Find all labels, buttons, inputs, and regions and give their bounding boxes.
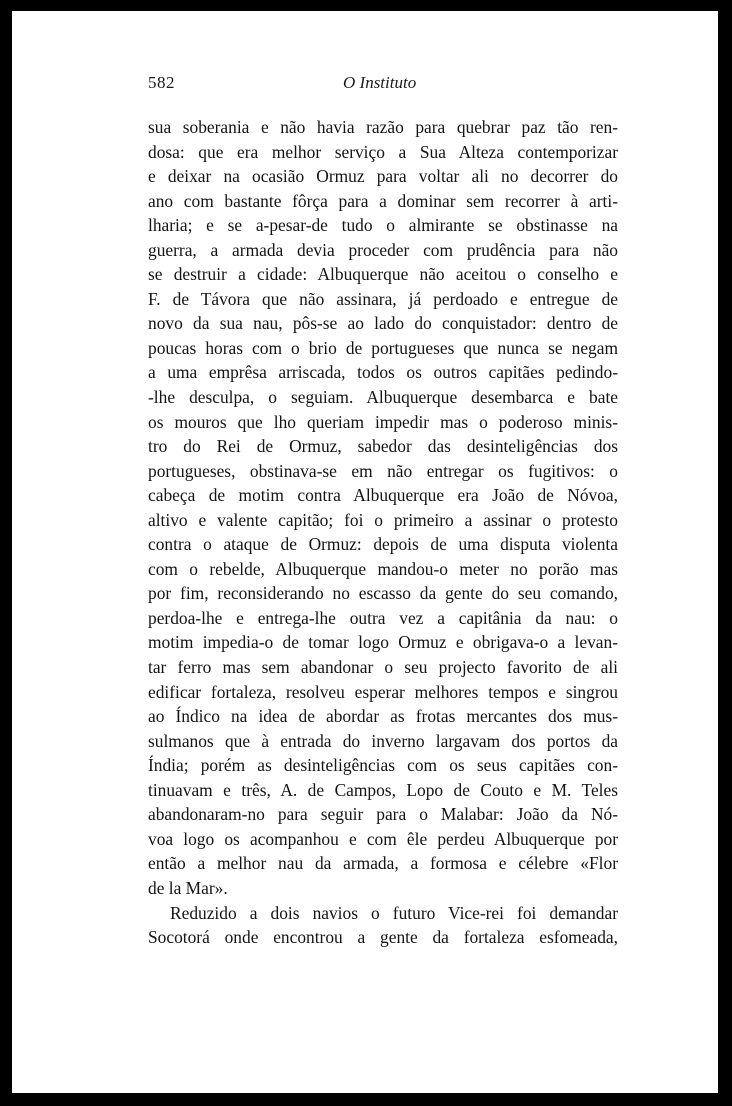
text-line: os mouros que lho queriam impedir mas o poderoso minis- [148, 411, 618, 432]
text-line: novo da sua nau, pôs-se ao lado do conquistador: dentro de [148, 313, 618, 334]
text-line: poucas horas com o brio de portugueses que nunca se negam [148, 337, 618, 358]
text-line: se destruir a cidade: Albuquerque não aceitou o conselho e [148, 264, 618, 285]
text-line: tar ferro mas sem abandonar o seu projecto favorito de ali [148, 657, 618, 678]
text-line: de la Mar». [148, 877, 228, 898]
text-line: Socotorá onde encontrou a gente da fortaleza esfomeada, [148, 927, 618, 948]
text-line: F. de Távora que não assinara, já perdoado e entregue de [148, 288, 618, 309]
text-line: sulmanos que à entrada do inverno largavam dos portos da [148, 730, 618, 751]
text-line: voa logo os acompanhou e com êle perdeu Albuquerque por [148, 828, 618, 849]
text-line: a uma emprêsa arriscada, todos os outros capitães pedindo- [148, 362, 618, 383]
text-line: tro do Rei de Ormuz, sabedor das desinteligências dos [148, 436, 618, 457]
text-line: com o rebelde, Albuquerque mandou-o meter no porão mas [148, 558, 618, 579]
text-line: cabeça de motim contra Albuquerque era João de Nóvoa, [148, 485, 618, 506]
text-line: contra o ataque de Ormuz: depois de uma disputa violenta [148, 534, 618, 555]
text-line: altivo e valente capitão; foi o primeiro a assinar o protesto [148, 509, 618, 530]
page-number: 582 [148, 73, 175, 92]
text-line: guerra, a armada devia proceder com prudência para não [148, 239, 618, 260]
text-line: então a melhor nau da armada, a formosa e célebre «Flor [148, 853, 618, 874]
paragraph-1 [148, 115, 618, 901]
book-page [12, 11, 718, 1093]
text-line: sua soberania e não havia razão para quebrar paz tão ren- [148, 117, 618, 137]
text-line: tinuavam e três, A. de Campos, Lopo de Couto e M. Teles [148, 779, 618, 800]
text-line: por fim, reconsiderando no escasso da gente do seu comando, [148, 583, 618, 604]
text-line: Reduzido a dois navios o futuro Vice-rei foi demandar [170, 902, 618, 923]
text-line: motim impedia-o de tomar logo Ormuz e obrigava-o a levan- [148, 632, 618, 653]
body-text [148, 115, 618, 950]
text-line: edificar fortaleza, resolveu esperar melhores tempos e singrou [148, 681, 618, 702]
running-title: O Instituto [343, 73, 417, 92]
text-line: lharia; e se a-pesar-de tudo o almirante se obstinasse na [148, 215, 618, 236]
text-line: ao Índico na idea de abordar as frotas mercantes dos mus- [148, 706, 618, 727]
text-line: Índia; porém as desinteligências com os seus capitães con- [148, 755, 618, 776]
text-line: portugueses, obstinava-se em não entregar os fugitivos: o [148, 460, 618, 481]
page-header [148, 73, 618, 103]
text-line: -lhe desculpa, o seguiam. Albuquerque desembarca e bate [148, 387, 618, 408]
text-line: abandonaram-no para seguir para o Malabar: João da Nó- [148, 804, 618, 825]
text-line: e deixar na ocasião Ormuz para voltar ali no decorrer do [148, 166, 618, 187]
paragraph-2 [148, 901, 618, 950]
text-line: perdoa-lhe e entrega-lhe outra vez a capitânia da nau: o [148, 607, 618, 628]
text-line: dosa: que era melhor serviço a Sua Alteza contemporizar [148, 141, 618, 162]
text-line: ano com bastante fôrça para a dominar sem recorrer à arti- [148, 190, 618, 211]
